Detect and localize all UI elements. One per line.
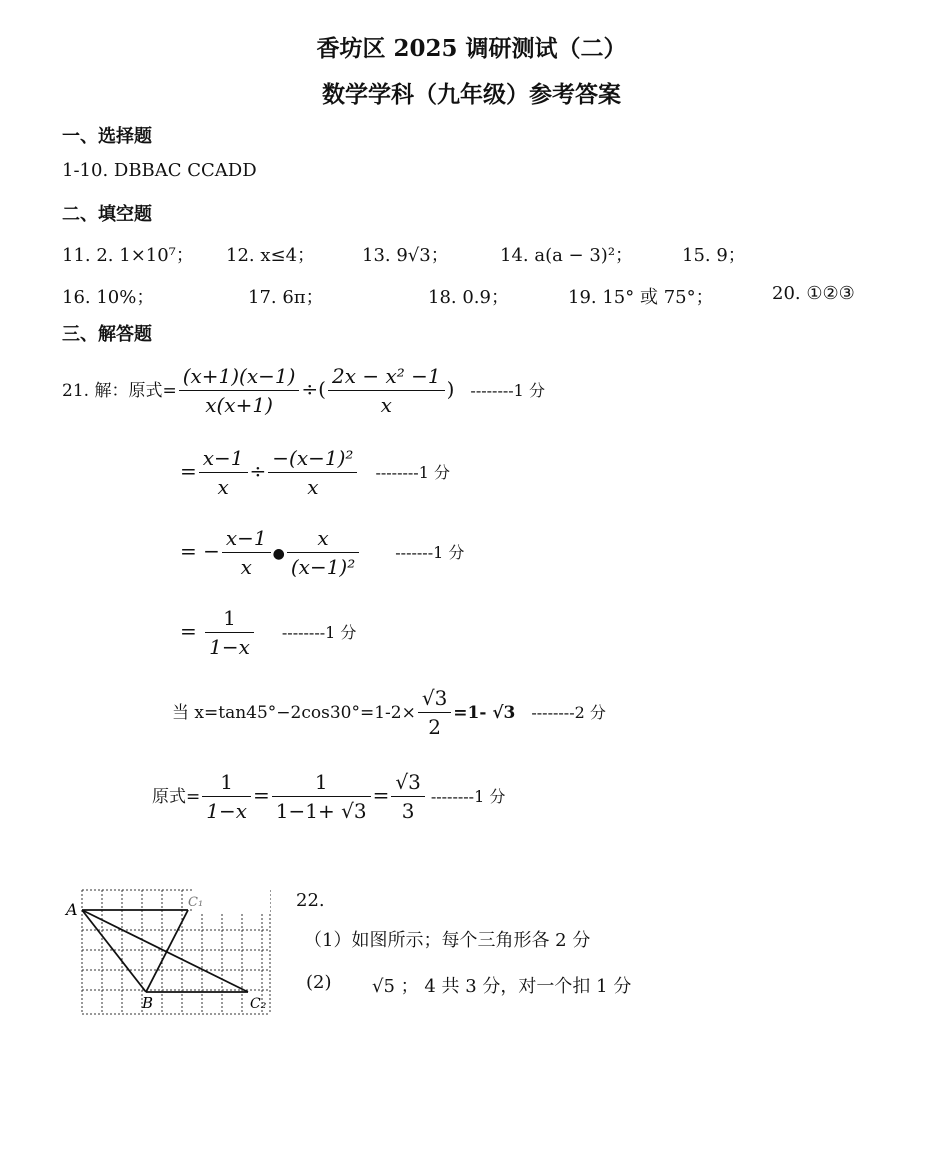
q21-result: 原式= $\frac{1}{1-x}$ = $\frac{1}{1-1+ √3}$ = $\frac{√3}{3}$ --------1 分 — [152, 770, 506, 823]
fill-answer-16: 16. 10%； — [62, 287, 155, 308]
q22-part1: （1）如图所示；每个三角形各 2 分 — [304, 930, 591, 951]
figure-cover — [194, 886, 270, 912]
label-c2: C₂ — [250, 996, 267, 1012]
q22-part2-text: √5 ； 4 共 3 分，对一个扣 1 分 — [372, 976, 632, 997]
fill-answer-20: 20. ①②③ — [772, 283, 855, 304]
q21-step4: = $\frac{1}{1-x}$ --------1 分 — [180, 606, 357, 659]
label-c1: C₁ — [188, 895, 204, 910]
page-subtitle: 数学学科（九年级）参考答案 — [322, 81, 621, 108]
choice-answers: 1-10. DBBAC CCADD — [62, 160, 257, 181]
label-b: B — [142, 994, 154, 1012]
section-solve-title: 三、解答题 — [62, 324, 152, 345]
fill-answer-19: 19. 15° 或 75°； — [568, 287, 714, 308]
fill-answer-13: 13. 9√3； — [362, 245, 449, 266]
section-choice-title: 一、选择题 — [62, 126, 152, 147]
fill-answer-18: 18. 0.9； — [428, 287, 509, 308]
q21-step1: 21. 解：原式= $\frac{(x+1)(x-1)}{x(x+1)}$ ÷( $\frac{\text{2x − x² −1}}{x}$ ) --------1 分 — [62, 364, 545, 417]
page-title: 香坊区 2025 调研测试（二） — [316, 35, 627, 62]
fill-answer-11: 11. 2. 1×10⁷； — [62, 245, 194, 266]
fill-answer-12: 12. x≤4； — [226, 245, 316, 266]
label-a: A — [66, 900, 78, 919]
section-fill-title: 二、填空题 — [62, 204, 152, 225]
q22-part2-label: (2) — [306, 972, 332, 993]
q21-substitution: 当 x=tan45°−2cos30°=1-2× $\frac{√3}{2}$ =1- √3 --------2 分 — [172, 686, 606, 739]
q21-step3: = − $\frac{x-1}{x}$ ● $\frac{x}{\text{(x−1)²}}$ -------1 分 — [180, 526, 465, 579]
q22-grid-figure — [62, 884, 274, 1018]
fill-answer-17: 17. 6π； — [248, 287, 324, 308]
triangles — [82, 910, 248, 992]
fill-answer-14: 14. a(a − 3)²； — [500, 245, 634, 266]
q22-number: 22. — [296, 890, 325, 911]
fill-answer-15: 15. 9； — [682, 245, 746, 266]
q21-step2: = $\frac{x-1}{x}$ ÷ $\frac{\text{−(x−1)²}}{x}$ --------1 分 — [180, 446, 450, 499]
